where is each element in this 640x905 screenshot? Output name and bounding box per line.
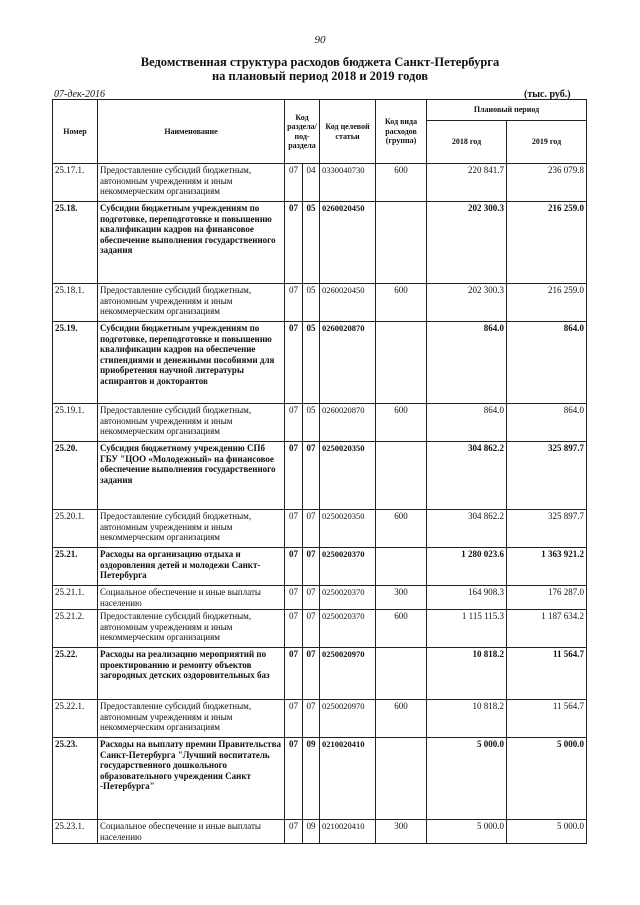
row-amount-2018: 202 300.3 <box>427 284 507 322</box>
row-name: Субсидии бюджетным учреждениям по подготовке, переподготовке и повышению квалификации кадров на обеспечение стипендиями и денежными пособиями для приобретения научной литературы аспирантов и докторантов <box>98 322 285 404</box>
row-amount-2019: 1 187 634.2 <box>507 610 587 648</box>
row-number: 25.20.1. <box>53 510 98 548</box>
row-name: Предоставление субсидий бюджетным, автономным учреждениям и иным некоммерческим организациям <box>98 700 285 738</box>
table-row <box>53 404 587 442</box>
row-amount-2018: 220 841.7 <box>427 164 507 202</box>
table-row <box>53 284 587 322</box>
row-section: 07 <box>285 820 303 844</box>
row-target-code: 0250020370 <box>320 610 376 648</box>
row-subsection: 04 <box>303 164 320 202</box>
row-section: 07 <box>285 322 303 404</box>
row-number: 25.17.1. <box>53 164 98 202</box>
row-amount-2019: 325 897.7 <box>507 510 587 548</box>
row-kind-code <box>376 738 427 820</box>
row-amount-2019: 5 000.0 <box>507 738 587 820</box>
row-target-code: 0250020370 <box>320 548 376 586</box>
row-number: 25.19. <box>53 322 98 404</box>
row-section: 07 <box>285 700 303 738</box>
row-number: 25.23. <box>53 738 98 820</box>
row-subsection: 07 <box>303 648 320 700</box>
row-section: 07 <box>285 442 303 510</box>
row-target-code: 0330040730 <box>320 164 376 202</box>
row-amount-2019: 325 897.7 <box>507 442 587 510</box>
row-kind-code: 600 <box>376 700 427 738</box>
row-amount-2018: 304 862.2 <box>427 442 507 510</box>
table-row <box>53 322 587 404</box>
row-subsection: 05 <box>303 202 320 284</box>
row-target-code: 0260020870 <box>320 322 376 404</box>
row-amount-2018: 164 908.3 <box>427 586 507 610</box>
row-name: Предоставление субсидий бюджетным, автономным учреждениям и иным некоммерческим организациям <box>98 404 285 442</box>
table-row <box>53 510 587 548</box>
row-amount-2019: 11 564.7 <box>507 700 587 738</box>
row-name: Предоставление субсидий бюджетным, автономным учреждениям и иным некоммерческим организациям <box>98 510 285 548</box>
row-target-code: 0260020450 <box>320 284 376 322</box>
row-section: 07 <box>285 510 303 548</box>
row-subsection: 07 <box>303 700 320 738</box>
row-subsection: 07 <box>303 610 320 648</box>
row-kind-code <box>376 648 427 700</box>
row-amount-2019: 864.0 <box>507 322 587 404</box>
row-kind-code <box>376 442 427 510</box>
row-target-code: 0210020410 <box>320 820 376 844</box>
row-kind-code: 600 <box>376 164 427 202</box>
row-section: 07 <box>285 738 303 820</box>
row-name: Предоставление субсидий бюджетным, автономным учреждениям и иным некоммерческим организациям <box>98 164 285 202</box>
row-kind-code: 600 <box>376 404 427 442</box>
row-section: 07 <box>285 648 303 700</box>
title-line-2: на плановый период 2018 и 2019 годов <box>211 69 429 83</box>
row-amount-2018: 202 300.3 <box>427 202 507 284</box>
row-subsection: 07 <box>303 548 320 586</box>
row-name: Расходы на реализацию мероприятий по проектированию и ремонту объектов загородных детских оздоровительных баз <box>98 648 285 700</box>
row-number: 25.21.2. <box>53 610 98 648</box>
row-subsection: 05 <box>303 404 320 442</box>
row-kind-code <box>376 548 427 586</box>
row-target-code: 0260020450 <box>320 202 376 284</box>
row-name: Социальное обеспечение и иные выплаты населению <box>98 586 285 610</box>
table-row <box>53 648 587 700</box>
row-subsection: 07 <box>303 442 320 510</box>
header-section: Код раздела/ под-раздела <box>285 100 320 164</box>
row-amount-2018: 1 115 115.3 <box>427 610 507 648</box>
row-subsection: 07 <box>303 510 320 548</box>
table-row <box>53 738 587 820</box>
row-amount-2018: 304 862.2 <box>427 510 507 548</box>
row-name: Субсидия бюджетному учреждению СПб ГБУ "ЦОО «Молодежный» на финансовое обеспечение выполнения государственного задания <box>98 442 285 510</box>
row-section: 07 <box>285 202 303 284</box>
row-number: 25.20. <box>53 442 98 510</box>
header-2019: 2019 год <box>507 121 587 164</box>
table-row <box>53 820 587 844</box>
row-number: 25.22.1. <box>53 700 98 738</box>
header-planned-period: Плановый период <box>427 100 587 121</box>
row-number: 25.22. <box>53 648 98 700</box>
row-target-code: 0250020970 <box>320 700 376 738</box>
budget-table <box>52 99 587 844</box>
row-number: 25.23.1. <box>53 820 98 844</box>
row-target-code: 0260020870 <box>320 404 376 442</box>
row-subsection: 07 <box>303 586 320 610</box>
row-number: 25.19.1. <box>53 404 98 442</box>
table-row <box>53 700 587 738</box>
row-kind-code <box>376 202 427 284</box>
row-name: Предоставление субсидий бюджетным, автономным учреждениям и иным некоммерческим организациям <box>98 610 285 648</box>
row-name: Расходы на организацию отдыха и оздоровления детей и молодежи Санкт-Петербурга <box>98 548 285 586</box>
table-row <box>53 442 587 510</box>
units-label: (тыс. руб.) <box>524 89 571 100</box>
row-amount-2018: 5 000.0 <box>427 738 507 820</box>
row-target-code: 0250020970 <box>320 648 376 700</box>
row-name: Социальное обеспечение и иные выплаты населению <box>98 820 285 844</box>
table-header-row-1 <box>53 100 587 121</box>
row-kind-code: 600 <box>376 510 427 548</box>
row-number: 25.18.1. <box>53 284 98 322</box>
row-amount-2018: 864.0 <box>427 404 507 442</box>
row-section: 07 <box>285 284 303 322</box>
row-amount-2018: 864.0 <box>427 322 507 404</box>
header-kind: Код вида расходов (группа) <box>376 100 427 164</box>
row-target-code: 0250020370 <box>320 586 376 610</box>
title-line-1: Ведомственная структура расходов бюджета Санкт-Петербурга <box>140 55 500 69</box>
table-row <box>53 548 587 586</box>
row-amount-2019: 11 564.7 <box>507 648 587 700</box>
table-row <box>53 586 587 610</box>
row-kind-code: 300 <box>376 820 427 844</box>
row-subsection: 05 <box>303 284 320 322</box>
row-amount-2019: 176 287.0 <box>507 586 587 610</box>
row-amount-2018: 10 818.2 <box>427 700 507 738</box>
row-target-code: 0210020410 <box>320 738 376 820</box>
row-number: 25.21.1. <box>53 586 98 610</box>
header-target: Код целевой статьи <box>320 100 376 164</box>
table-row <box>53 202 587 284</box>
header-name: Наименование <box>98 100 285 164</box>
row-number: 25.21. <box>53 548 98 586</box>
row-subsection: 09 <box>303 738 320 820</box>
page-number: 90 <box>314 34 326 46</box>
row-kind-code: 300 <box>376 586 427 610</box>
row-kind-code: 600 <box>376 284 427 322</box>
row-amount-2019: 1 363 921.2 <box>507 548 587 586</box>
row-section: 07 <box>285 404 303 442</box>
row-target-code: 0250020350 <box>320 442 376 510</box>
row-amount-2019: 236 079.8 <box>507 164 587 202</box>
row-kind-code: 600 <box>376 610 427 648</box>
row-section: 07 <box>285 164 303 202</box>
row-section: 07 <box>285 586 303 610</box>
row-amount-2018: 10 818.2 <box>427 648 507 700</box>
row-kind-code <box>376 322 427 404</box>
row-target-code: 0250020350 <box>320 510 376 548</box>
row-amount-2019: 216 259.0 <box>507 202 587 284</box>
row-section: 07 <box>285 610 303 648</box>
header-number: Номер <box>53 100 98 164</box>
row-section: 07 <box>285 548 303 586</box>
row-name: Субсидии бюджетным учреждениям по подготовке, переподготовке и повышению квалификации кадров на финансовое обеспечение выполнения государственного задания <box>98 202 285 284</box>
row-name: Предоставление субсидий бюджетным, автономным учреждениям и иным некоммерческим организациям <box>98 284 285 322</box>
row-subsection: 05 <box>303 322 320 404</box>
row-amount-2018: 5 000.0 <box>427 820 507 844</box>
row-subsection: 09 <box>303 820 320 844</box>
row-amount-2019: 864.0 <box>507 404 587 442</box>
document-title <box>0 55 640 83</box>
table-body <box>53 164 587 844</box>
row-amount-2018: 1 280 023.6 <box>427 548 507 586</box>
document-date: 07-дек-2016 <box>54 89 105 100</box>
table-row <box>53 164 587 202</box>
header-2018: 2018 год <box>427 121 507 164</box>
row-amount-2019: 5 000.0 <box>507 820 587 844</box>
row-name: Расходы на выплату премии Правительства Санкт-Петербурга "Лучший воспитатель государственного дошкольного образовательного учреждения Санкт -Петербурга" <box>98 738 285 820</box>
row-amount-2019: 216 259.0 <box>507 284 587 322</box>
row-number: 25.18. <box>53 202 98 284</box>
table-row <box>53 610 587 648</box>
